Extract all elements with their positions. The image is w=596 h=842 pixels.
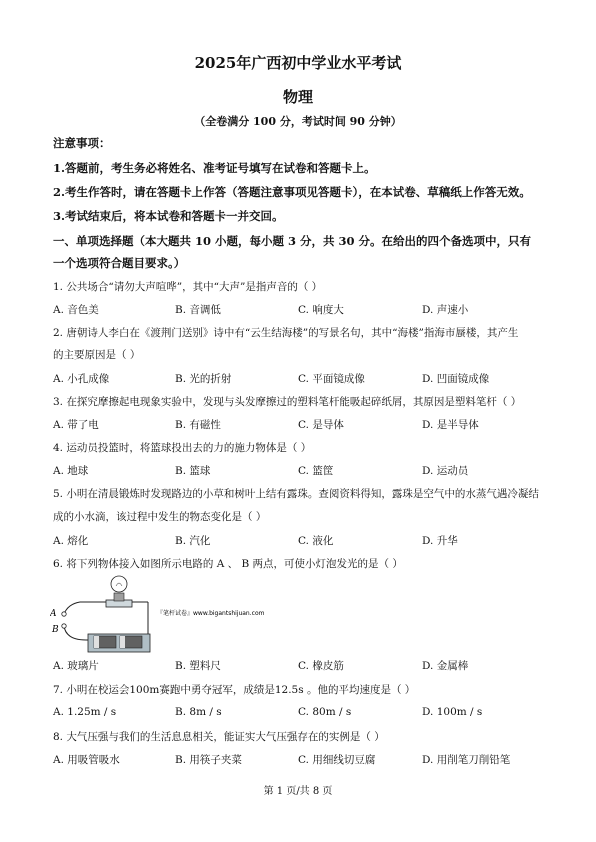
option-b: B. 音调低: [175, 304, 221, 316]
section-heading: 一、单项选择题（本大题共 10 小题，每小题 3 分，共 30 分。在给出的四个备选项中，只有: [53, 234, 532, 248]
option-a: A. 用吸管吸水: [53, 754, 120, 766]
question-stem-cont: 成的小水滴，该过程中发生的物态变化是（ ）: [53, 511, 267, 523]
option-c: C. 响度大: [298, 304, 344, 316]
option-a: A. 带了电: [53, 419, 99, 431]
question-stem: 1. 公共场合“请勿大声喧哗”，其中“大声”是指声音的（ ）: [53, 281, 323, 293]
option-a: A. 玻璃片: [53, 660, 99, 672]
question-stem: 3. 在探究摩擦起电现象实验中，发现与头发摩擦过的塑料笔杆能吸起碎纸屑，其原因是塑料笔杆（ ）: [53, 396, 522, 408]
option-a: A. 地球: [53, 465, 89, 477]
question-stem-cont: 的主要原因是（ ）: [53, 349, 141, 361]
option-c: C. 是导体: [298, 419, 344, 431]
option-b: B. 塑料尺: [175, 660, 221, 672]
option-d: D. 运动员: [422, 465, 469, 477]
watermark: 『笔杆试卷』www.bigantshijuan.com: [157, 610, 265, 617]
terminal-b-icon: [62, 624, 66, 628]
page-footer: 第 1 页/共 8 页: [263, 786, 333, 797]
option-d: D. 凹面镜成像: [422, 373, 490, 385]
option-c: C. 橡皮筋: [298, 660, 344, 672]
circuit-figure: [50, 574, 280, 662]
exam-subtitle: （全卷满分 100 分，考试时间 90 分钟）: [194, 115, 402, 128]
option-c: C. 篮筐: [298, 465, 334, 477]
option-b: B. 用筷子夹菜: [175, 754, 242, 766]
option-a: A. 小孔成像: [53, 373, 110, 385]
option-c: C. 液化: [298, 535, 334, 547]
question-stem: 8. 大气压强与我们的生活息息相关，能证实大气压强存在的实例是（ ）: [53, 731, 385, 743]
option-b: B. 篮球: [175, 465, 211, 477]
option-c: C. 用细线切豆腐: [298, 754, 376, 766]
option-d: D. 100m / s: [422, 706, 483, 718]
option-b: B. 有磁性: [175, 419, 221, 431]
option-c: C. 平面镜成像: [298, 373, 365, 385]
notes-heading: 注意事项：: [53, 136, 111, 150]
terminal-a-label: A: [50, 609, 57, 619]
question-stem: 2. 唐朝诗人李白在《渡荆门送别》诗中有“云生结海楼”的写景名句，其中“海楼”指海市蜃楼，其产生: [53, 327, 519, 339]
option-d: D. 是半导体: [422, 419, 479, 431]
question-stem: 4. 运动员投篮时，将篮球投出去的力的施力物体是（ ）: [53, 442, 312, 454]
option-b: B. 光的折射: [175, 373, 232, 385]
option-a: A. 1.25m / s: [53, 706, 117, 718]
terminal-b-label: B: [52, 625, 59, 635]
note-item: 1.答题前，考生务必将姓名、准考证号填写在试卷和答题卡上。: [53, 161, 376, 175]
option-a: A. 音色美: [53, 304, 99, 316]
option-d: D. 金属棒: [422, 660, 469, 672]
question-stem: 6. 将下列物体接入如图所示电路的 A 、 B 两点，可使小灯泡发光的是（ ）: [53, 558, 403, 570]
option-b: B. 汽化: [175, 535, 211, 547]
circuit-wire: [64, 602, 110, 614]
note-item: 3.考试结束后，将本试卷和答题卡一并交回。: [53, 209, 284, 223]
option-c: C. 80m / s: [298, 706, 352, 718]
note-item: 2.考生作答时，请在答题卡上作答（答题注意事项见答题卡），在本试卷、草稿纸上作答无效。: [53, 185, 531, 199]
question-stem: 7. 小明在校运会100m赛跑中勇夺冠军，成绩是12.5s 。他的平均速度是（ ）: [53, 684, 416, 696]
option-d: D. 声速小: [422, 304, 469, 316]
exam-title: 2025年广西初中学业水平考试: [194, 54, 402, 72]
lamp-socket: [114, 593, 124, 601]
subject-title: 物理: [282, 88, 313, 106]
section-heading-cont: 一个选项符合题目要求。）: [53, 256, 186, 270]
option-a: A. 熔化: [53, 535, 89, 547]
option-b: B. 8m / s: [175, 706, 222, 718]
option-d: D. 升华: [422, 535, 458, 547]
terminal-a-icon: [62, 612, 66, 616]
question-stem: 5. 小明在清晨锻炼时发现路边的小草和树叶上结有露珠。查阅资料得知，露珠是空气中的水蒸气遇冷凝结: [53, 488, 539, 500]
option-d: D. 用削笔刀削铅笔: [422, 754, 511, 766]
circuit-wire: [64, 626, 90, 640]
light-bulb-icon: [111, 576, 127, 592]
